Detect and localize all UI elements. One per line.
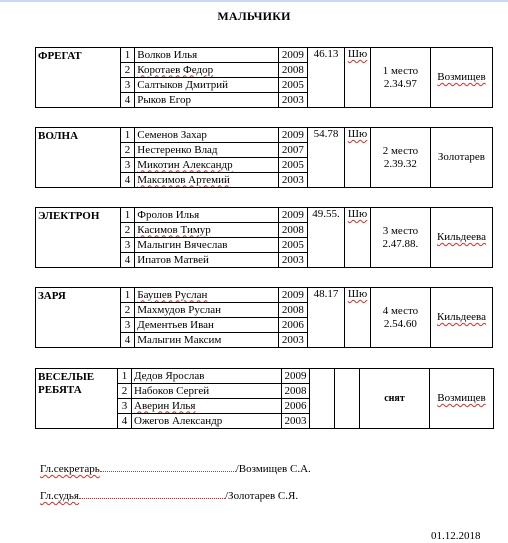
member-year: 2009	[278, 128, 307, 143]
member-name	[135, 158, 279, 173]
page-title: МАЛЬЧИКИ	[217, 9, 291, 23]
member-number: 4	[120, 173, 134, 188]
member-number: 4	[118, 414, 132, 429]
member-name: Дедов Ярослав	[132, 369, 282, 384]
team-table-elektron	[35, 207, 493, 268]
team-place: 1 место 2.34.97	[370, 48, 430, 108]
member-number: 2	[120, 63, 134, 78]
team-coach	[430, 288, 492, 348]
member-name: Семенов Захар	[135, 128, 279, 143]
team-extra-text: Шю	[347, 128, 368, 140]
member-name: Нестеренко Влад	[135, 143, 279, 158]
team-result: 49.55.	[307, 208, 344, 268]
table-row	[36, 48, 493, 63]
team-place: 2 место 2.39.32	[370, 128, 430, 188]
table-row	[36, 128, 493, 143]
team-result: 48.17	[307, 288, 344, 348]
member-name-text: Аверин Илья	[134, 399, 196, 412]
team-name: ЗАРЯ	[36, 288, 121, 348]
member-name	[132, 399, 282, 414]
team-table-volna	[35, 127, 493, 188]
table-row	[36, 288, 493, 303]
signature-dotted-line	[79, 489, 225, 499]
member-year: 2003	[278, 173, 307, 188]
member-year: 2008	[278, 303, 307, 318]
team-coach: Золотарев	[430, 128, 492, 188]
top-border-line	[0, 0, 508, 2]
member-number: 4	[120, 333, 134, 348]
member-year: 2008	[278, 223, 307, 238]
team-table-veselye-rebyata	[35, 368, 494, 429]
member-name: Махмудов Руслан	[135, 303, 279, 318]
judge-name: /Золотарев С.Я.	[225, 490, 299, 502]
member-number: 1	[120, 208, 134, 223]
team-place: снят	[360, 369, 430, 429]
team-extra-text: Шю	[347, 208, 368, 220]
member-name	[135, 223, 279, 238]
member-year: 2009	[282, 369, 310, 384]
team-name: ФРЕГАТ	[36, 48, 121, 108]
team-place: 4 место 2.54.60	[370, 288, 430, 348]
member-number: 2	[120, 223, 134, 238]
member-name: Малыгин Максим	[135, 333, 279, 348]
member-name: Ожегов Александр	[132, 414, 282, 429]
member-year: 2008	[282, 384, 310, 399]
member-year: 2008	[278, 63, 307, 78]
member-number: 4	[120, 253, 134, 268]
signature-dotted-line	[100, 462, 236, 472]
member-year: 2007	[278, 143, 307, 158]
team-extra-text: Шю	[347, 48, 368, 60]
member-name: Рыков Егор	[135, 93, 279, 108]
secretary-name: /Возмищев С.А.	[235, 463, 311, 475]
member-name: Фролов Илья	[135, 208, 279, 223]
table-row	[36, 208, 493, 223]
team-extra	[335, 369, 360, 429]
member-name: Салтыков Дмитрий	[135, 78, 279, 93]
team-result: 46.13	[307, 48, 344, 108]
team-result	[310, 369, 335, 429]
team-place: 3 место 2.47.88.	[370, 208, 430, 268]
member-name-text: Баушев Руслан	[137, 288, 208, 301]
team-name: ВЕСЕЛЫЕ РЕБЯТА	[36, 369, 118, 429]
member-year: 2003	[278, 93, 307, 108]
member-number: 1	[120, 48, 134, 63]
member-number: 1	[120, 128, 134, 143]
coach-name: Возмищев	[437, 71, 486, 83]
member-year: 2003	[282, 414, 310, 429]
member-year: 2009	[278, 48, 307, 63]
member-name	[135, 63, 279, 78]
member-name-text: Максимов Артемий	[137, 173, 230, 186]
member-name: Ипатов Матвей	[135, 253, 279, 268]
team-table-fregat	[35, 47, 493, 108]
team-extra	[345, 288, 371, 348]
team-extra	[345, 128, 371, 188]
team-coach	[430, 48, 492, 108]
member-number: 2	[118, 384, 132, 399]
member-year: 2005	[278, 238, 307, 253]
member-number: 2	[120, 303, 134, 318]
member-year: 2005	[278, 158, 307, 173]
member-name: Волков Илья	[135, 48, 279, 63]
secretary-signature-line	[40, 462, 311, 475]
team-coach	[430, 208, 492, 268]
member-number: 1	[118, 369, 132, 384]
member-number: 3	[120, 78, 134, 93]
member-name: Малыгин Вячеслав	[135, 238, 279, 253]
team-extra-text: Шю	[347, 288, 368, 300]
coach-name: Кильдеева	[436, 311, 486, 323]
member-year: 2006	[278, 318, 307, 333]
table-row	[36, 369, 494, 384]
member-number: 3	[120, 318, 134, 333]
member-name: Набоков Сергей	[132, 384, 282, 399]
member-number: 3	[120, 238, 134, 253]
team-table-zarya	[35, 287, 493, 348]
document-date: 01.12.2018	[431, 530, 481, 542]
team-coach	[430, 369, 494, 429]
judge-signature-line	[40, 489, 298, 502]
team-result: 54.78	[307, 128, 344, 188]
team-name: ВОЛНА	[36, 128, 121, 188]
member-name-text: Касимов Тимур	[137, 223, 211, 236]
member-name-text: Коротаев Федор	[137, 63, 214, 76]
member-year: 2003	[278, 253, 307, 268]
member-name-text: Микотин Александр	[137, 158, 233, 171]
secretary-label: Гл.секретарь	[40, 463, 100, 475]
member-number: 3	[118, 399, 132, 414]
member-year: 2005	[278, 78, 307, 93]
judge-label: Гл.судья	[40, 490, 79, 502]
team-extra	[345, 208, 371, 268]
member-number: 3	[120, 158, 134, 173]
member-year: 2009	[278, 208, 307, 223]
coach-name: Кильдеева	[436, 231, 486, 243]
member-name	[135, 288, 279, 303]
coach-name: Возмищев	[437, 392, 486, 404]
team-name: ЭЛЕКТРОН	[36, 208, 121, 268]
member-number: 2	[120, 143, 134, 158]
member-name	[135, 173, 279, 188]
team-extra	[345, 48, 371, 108]
member-number: 4	[120, 93, 134, 108]
member-year: 2003	[278, 333, 307, 348]
member-year: 2006	[282, 399, 310, 414]
member-name: Дементьев Иван	[135, 318, 279, 333]
member-year: 2009	[278, 288, 307, 303]
member-number: 1	[120, 288, 134, 303]
